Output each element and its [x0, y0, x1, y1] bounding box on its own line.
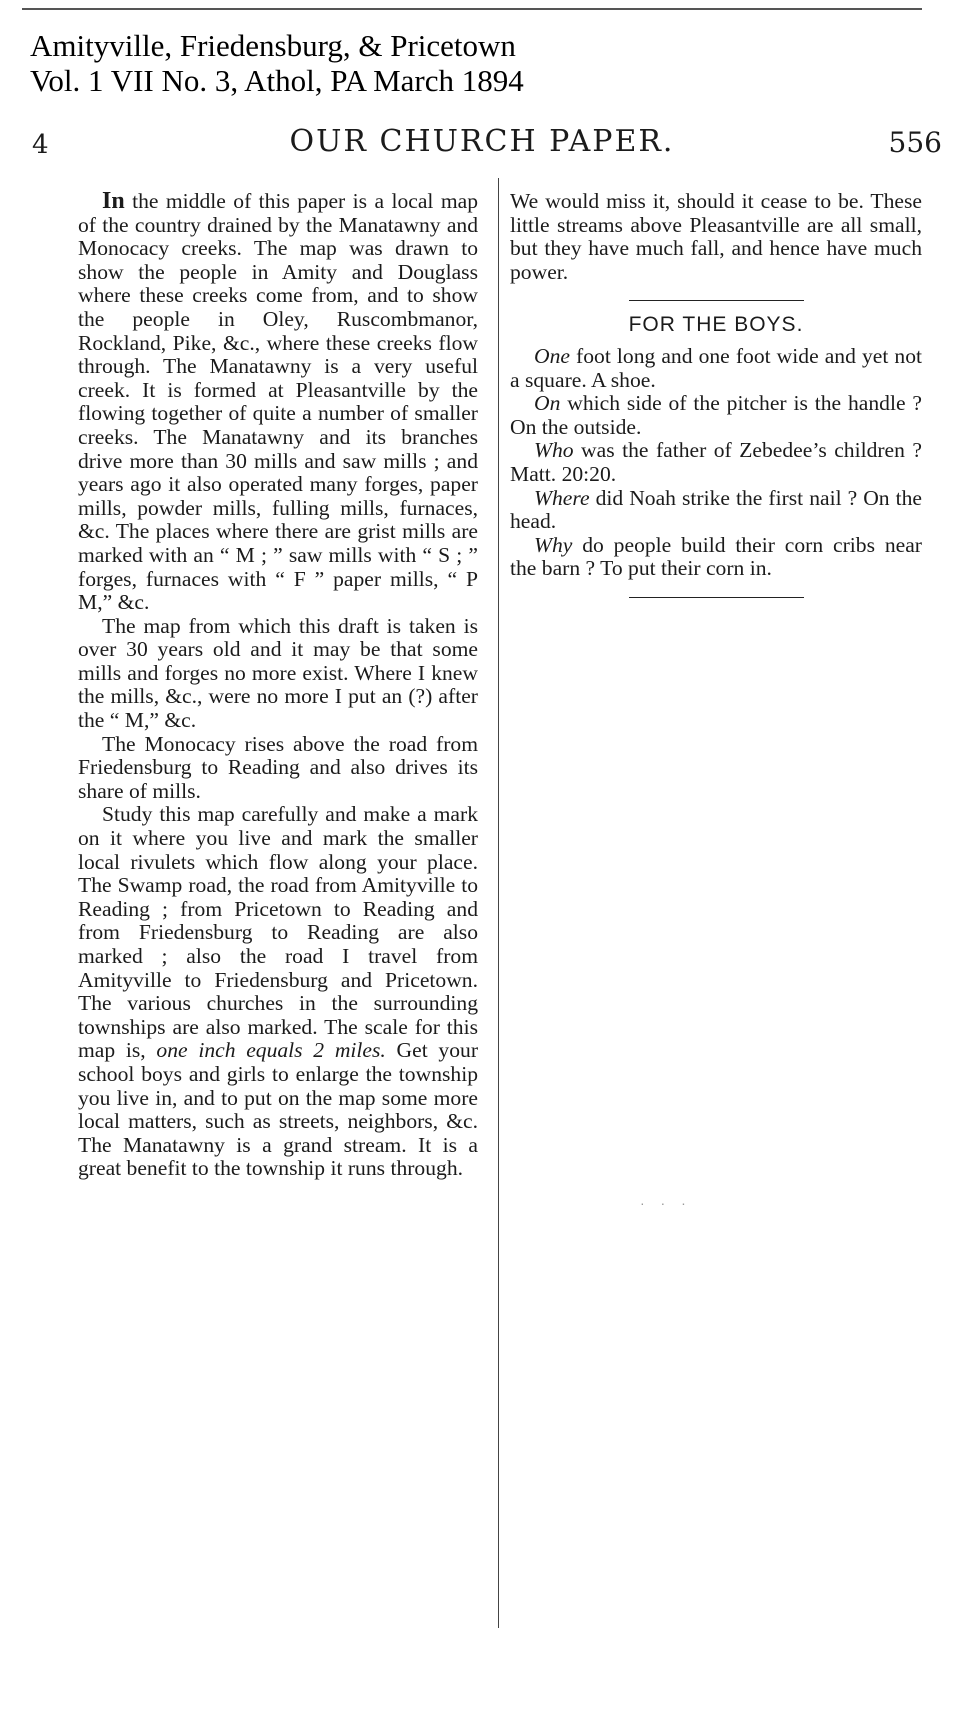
paragraph-study-map	[78, 803, 478, 1181]
paragraph-continued: We would miss it, should it cease to be. These little streams above Pleasantville are all small, but they have much fall, and hence have much power.	[510, 189, 922, 284]
paragraph-text: Study this map carefully and make a mark on it where you live and mark the smaller local rivulets which flow along your place. The Swamp road, the road from Amityville to Reading ; from Pricetown to Reading and from Friedensburg to Reading are also marked ; also the road I travel from Amityville to Friedensburg and Pricetown. The various churches in the surrounding townships are also marked. The scale for this map is,	[78, 802, 478, 1063]
riddle-text: which side of the pitcher is the handle ? On the outside.	[510, 391, 922, 439]
riddle-text: do people build their corn cribs near the barn ? To put their corn in.	[510, 532, 922, 581]
riddle-lead: On	[534, 391, 561, 416]
riddle-text: foot long and one foot wide and yet not a square. A shoe.	[510, 343, 922, 392]
archive-caption	[30, 28, 524, 98]
newspaper-title: OUR CHURCH PAPER.	[289, 124, 675, 159]
riddle-lead: Why	[534, 532, 573, 557]
riddle-lead: One	[534, 343, 570, 368]
page-number-right: 556	[888, 126, 942, 159]
page-number-left: 4	[32, 130, 49, 160]
paragraph-map-age: The map from which this draft is taken is over 30 years old and it may be that some mills and forges no more exist. Where I knew the mills, &c., were no more I put an (?) after the “ M,” &c.	[78, 613, 478, 733]
page-header	[22, 120, 942, 170]
section-rule-bottom	[629, 597, 804, 598]
top-border-line	[22, 8, 922, 10]
caption-line-1: Amityville, Friedensburg, & Pricetown	[30, 28, 516, 63]
column-divider	[498, 178, 499, 1628]
print-specks: · · ·	[640, 1195, 692, 1211]
paragraph-map-intro	[78, 190, 478, 615]
riddle-item	[510, 534, 922, 581]
riddle-lead: Where	[534, 485, 590, 510]
paragraph-monocacy: The Monocacy rises above the road from Friedensburg to Reading and also drives its share of mills.	[78, 731, 478, 803]
paragraph-text: the middle of this paper is a local map of the country drained by the Manatawny and Monocacy creeks. The map was drawn to show the people in Amity and Douglass where these creeks come from, and to show the people in Oley, Ruscombmanor, Rockland, Pike, &c., where these creeks flow through. The Manatawny is a very useful creek. It is formed at Pleasantville by the flowing together of quite a number of smaller creeks. The Manatawny and its branches drive more than 30 mills and saw mills ; and years ago it also operated many forges, paper mills, powder mills, fulling mills, furnaces, &c. The places where there are grist mills are marked with an “ M ; ” saw mills with “ S ; ” forges, furnaces with “ F ” paper mills, “ P M,” &c.	[78, 189, 478, 615]
left-column	[78, 190, 478, 1181]
riddle-item	[510, 487, 922, 534]
riddle-text: did Noah strike the first nail ? On the head.	[510, 485, 922, 534]
scale-text: one inch equals 2 miles.	[156, 1038, 386, 1063]
section-title: FOR THE BOYS.	[628, 313, 804, 337]
riddle-lead: Who	[534, 438, 574, 463]
riddle-item	[510, 439, 922, 486]
riddle-item	[510, 345, 922, 392]
right-column	[510, 190, 922, 610]
riddle-item	[510, 392, 922, 439]
caption-line-2: Vol. 1 VII No. 3, Athol, PA March 1894	[30, 63, 524, 98]
section-rule-top	[629, 300, 804, 301]
paragraph-text: Get your school boys and girls to enlarge the township you live in, and to put on the map some more local matters, such as streets, neighbors, &c. The Manatawny is a grand stream. It is a great benefit to the township it runs through.	[78, 1038, 479, 1181]
riddle-text: was the father of Zebedee’s children ? Matt. 20:20.	[510, 438, 922, 486]
lead-word: In	[102, 188, 125, 214]
